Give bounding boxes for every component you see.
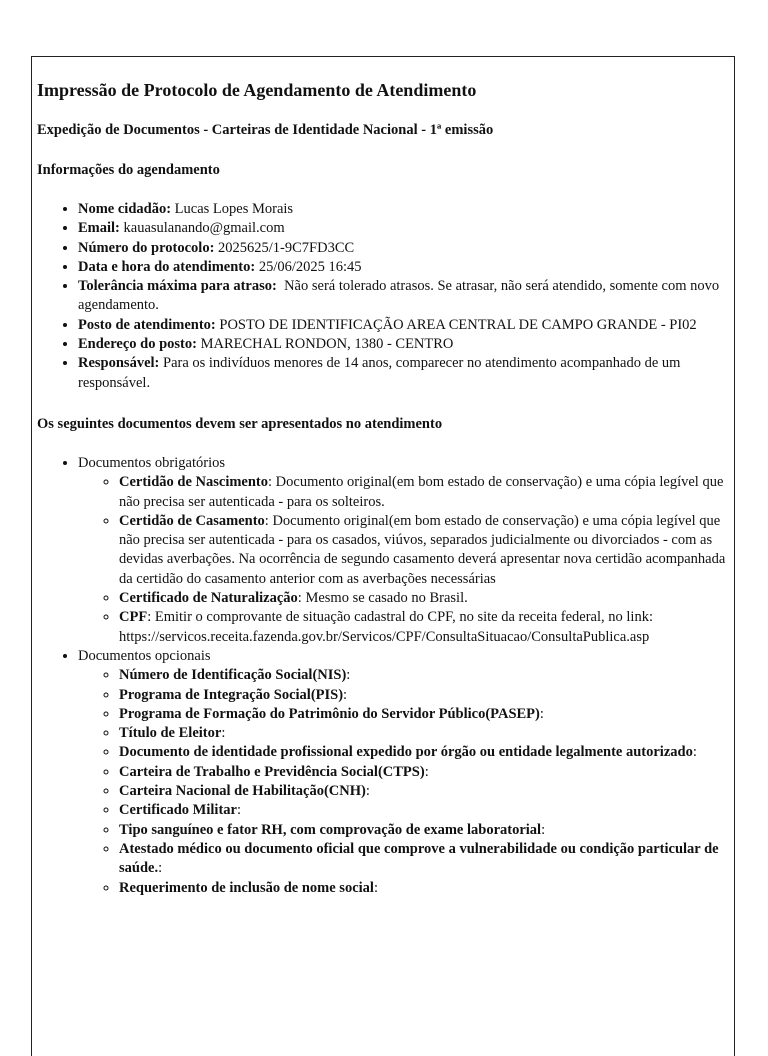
mandatory-label: Documentos obrigatórios — [78, 454, 225, 471]
doc-label: Número de Identificação Social(NIS) — [119, 667, 347, 684]
protocol-page — [31, 56, 735, 1056]
documents-heading: Os seguintes documentos devem ser apresentados no atendimento — [37, 415, 443, 432]
info-label: Responsável: — [78, 355, 160, 372]
info-item — [78, 258, 734, 277]
info-item — [78, 335, 734, 354]
info-value: 25/06/2025 16:45 — [255, 258, 362, 275]
doc-desc: : Mesmo se casado no Brasil. — [297, 590, 468, 607]
doc-label: Certidão de Casamento — [119, 512, 265, 529]
mandatory-group — [78, 454, 734, 647]
list-item — [119, 782, 734, 801]
doc-desc: : — [692, 744, 697, 761]
doc-desc: : — [541, 821, 546, 838]
doc-desc: : — [373, 879, 378, 896]
list-item — [119, 763, 734, 782]
info-label: Data e hora do atendimento: — [78, 258, 256, 275]
doc-desc: : — [221, 725, 226, 742]
documents-list — [37, 454, 734, 898]
info-label: Posto de atendimento: — [78, 316, 216, 333]
info-label: Nome cidadão: — [78, 201, 172, 217]
info-item — [78, 200, 734, 219]
info-item — [78, 277, 734, 316]
doc-label: Requerimento de inclusão de nome social — [119, 879, 374, 896]
info-value: Não será tolerado atrasos. Se atrasar, não será atendido, somente com novo agendamento. — [78, 278, 723, 314]
list-item — [119, 686, 734, 705]
list-item — [119, 473, 734, 512]
info-value: POSTO DE IDENTIFICAÇÃO AREA CENTRAL DE CAMPO GRANDE - PI02 — [215, 316, 697, 333]
doc-label: Programa de Formação do Patrimônio do Servidor Público(PASEP) — [119, 705, 540, 722]
info-value: kauasulanando@gmail.com — [119, 220, 285, 237]
appointment-info-list — [37, 200, 734, 393]
doc-desc: : — [424, 763, 429, 780]
doc-desc: : — [158, 860, 163, 877]
info-item — [78, 239, 734, 258]
list-item — [119, 801, 734, 820]
list-item — [119, 666, 734, 685]
doc-desc: : Documento original(em bom estado de conservação) e uma cópia legível que não precisa ser autenticada - para os casados, viúvos, separados judicialmente ou divorciados - com as devidas averbações. Na ocorrência de segundo casamento deverá apresentar nova certidão acompanhada da certidão do casamento anterior com as averbações necessárias — [119, 512, 726, 587]
info-label: Número do protocolo: — [78, 239, 215, 256]
doc-label: Atestado médico ou documento oficial que comprove a vulnerabilidade ou condição particular de saúde. — [119, 840, 719, 877]
list-item — [119, 705, 734, 724]
doc-label: Documento de identidade profissional expedido por órgão ou entidade legalmente autorizado — [119, 744, 693, 761]
info-label: Endereço do posto: — [78, 336, 197, 353]
page-title: Impressão de Protocolo de Agendamento de Atendimento — [37, 80, 477, 100]
optional-group — [78, 647, 734, 898]
list-item — [119, 512, 734, 589]
optional-label: Documentos opcionais — [78, 647, 211, 664]
doc-label: CPF — [119, 609, 148, 626]
doc-desc: : — [236, 802, 241, 819]
doc-label: Certidão de Nascimento — [119, 474, 269, 491]
info-item — [78, 219, 734, 238]
list-item — [119, 724, 734, 743]
list-item — [119, 589, 734, 608]
optional-list — [78, 666, 734, 898]
doc-desc: : — [343, 686, 348, 703]
doc-desc: : Emitir o comprovante de situação cadastral do CPF, no site da receita federal, no link: https://servicos.receita.fazenda.gov.br/Servicos/CPF/ConsultaSituacao/ConsultaPublica.asp — [119, 609, 653, 645]
info-value: MARECHAL RONDON, 1380 - CENTRO — [196, 336, 454, 353]
doc-desc: : — [346, 667, 351, 684]
list-item — [119, 608, 734, 647]
info-item — [78, 316, 734, 335]
doc-label: Programa de Integração Social(PIS) — [119, 686, 344, 703]
doc-desc: : — [365, 783, 370, 800]
doc-label: Carteira de Trabalho e Previdência Social(CTPS) — [119, 763, 425, 780]
info-label: Tolerância máxima para atraso: — [78, 278, 277, 295]
list-item — [119, 743, 734, 762]
mandatory-list — [78, 473, 734, 647]
info-value: Para os indivíduos menores de 14 anos, comparecer no atendimento acompanhado de um responsável. — [78, 355, 681, 391]
info-label: Email: — [78, 220, 120, 237]
info-item — [78, 354, 734, 393]
list-item — [119, 821, 734, 840]
list-item — [119, 879, 734, 898]
list-item — [119, 840, 734, 879]
doc-label: Tipo sanguíneo e fator RH, com comprovação de exame laboratorial — [119, 821, 542, 838]
info-value: 2025625/1-9C7FD3CC — [214, 239, 355, 256]
doc-desc: : Documento original(em bom estado de conservação) e uma cópia legível que não precisa ser autenticada - para os solteiros. — [119, 474, 724, 510]
doc-label: Certificado de Naturalização — [119, 590, 298, 607]
info-heading: Informações do agendamento — [37, 162, 220, 178]
doc-label: Carteira Nacional de Habilitação(CNH) — [119, 783, 366, 800]
doc-label: Título de Eleitor — [119, 725, 222, 742]
doc-desc: : — [539, 705, 544, 722]
service-title: Expedição de Documentos - Carteiras de Identidade Nacional - 1ª emissão — [37, 122, 494, 138]
doc-label: Certificado Militar — [119, 802, 237, 819]
info-value: Lucas Lopes Morais — [171, 201, 294, 217]
